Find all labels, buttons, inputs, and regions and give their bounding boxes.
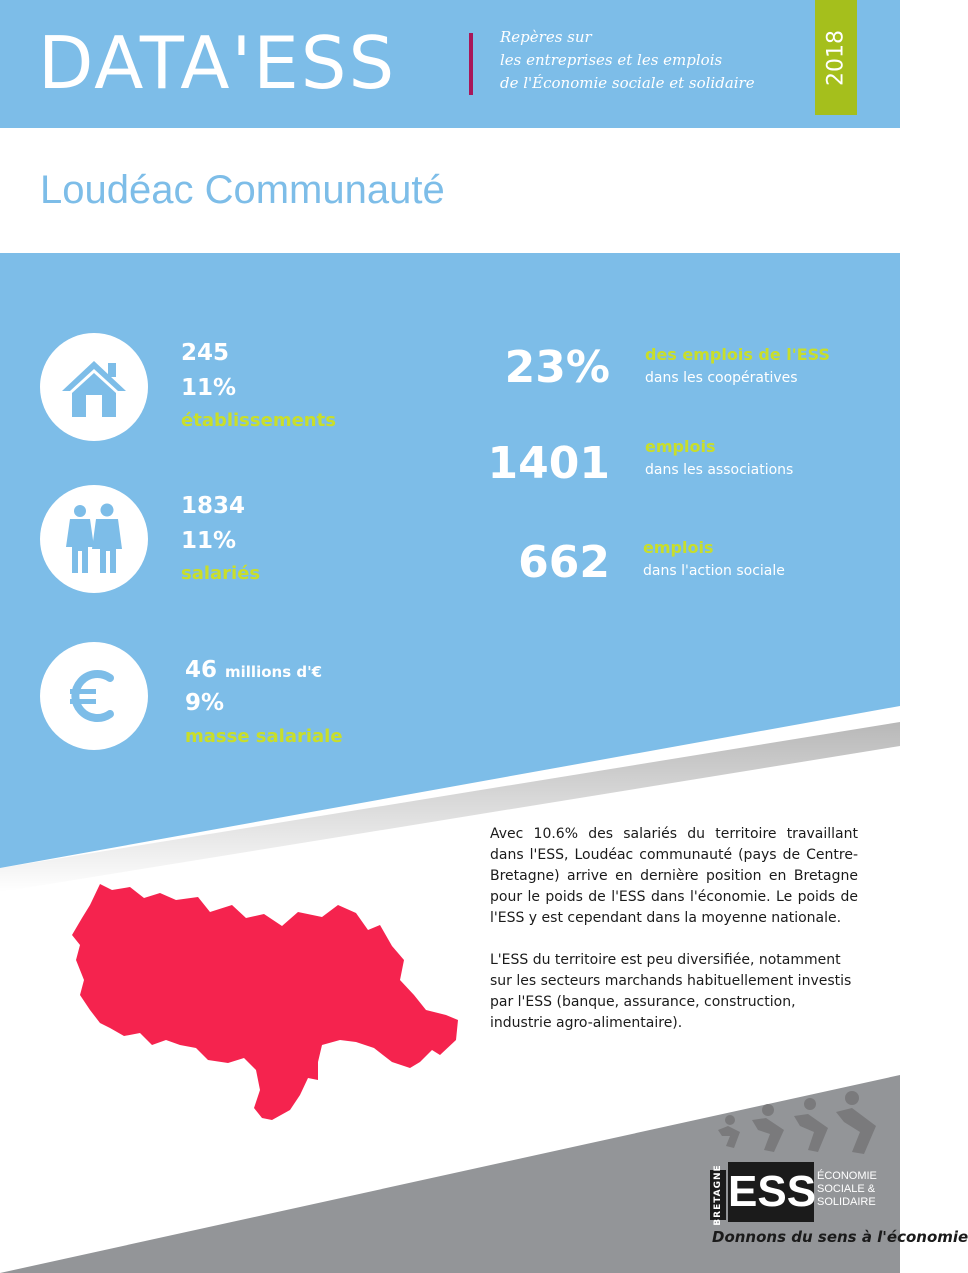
payroll-amount [185, 657, 322, 683]
establishments-label: établissements [181, 410, 336, 431]
description-paragraph: Avec 10.6% des salariés du territoire travaillant dans l'ESS, Loudéac communauté (pays de Centre-Bretagne) arrive en dernière position en Bretagne pour le poids de l'ESS dans l'économie. Le poids de l'ESS y est cependant dans la moyenne nationale. [490, 826, 858, 926]
payroll-unit: millions d'€ [225, 663, 323, 681]
logo-region-tab [710, 1164, 726, 1226]
brand-title: DATA'ESS [38, 21, 397, 105]
description [490, 824, 858, 1055]
house-icon [40, 333, 148, 441]
employees-count: 1834 [181, 493, 246, 519]
euro-icon [40, 642, 148, 750]
territory-map [72, 884, 458, 1120]
payroll-number: 46 [185, 657, 218, 683]
logo-description-line: ÉCONOMIE [817, 1170, 877, 1182]
employees-icon-circle [40, 485, 148, 593]
logo-slogan: Donnons du sens à l'économie [712, 1228, 968, 1246]
tagline-line: les entreprises et les emplois [500, 51, 723, 69]
establishments-count: 245 [181, 340, 230, 366]
people-icon [40, 485, 148, 593]
logo-description [817, 1170, 897, 1209]
description-paragraph: L'ESS du territoire est peu diversifiée, notamment sur les secteurs marchands habituellement investis par l'ESS (banque, assurance, construction, industrie agro-alimentaire). [490, 952, 852, 1031]
establishments-icon-circle [40, 333, 148, 441]
tagline-line: de l'Économie sociale et solidaire [500, 74, 755, 92]
coop-share-label: des emplois de l'ESS [645, 345, 830, 364]
associations-jobs-sub: dans les associations [645, 462, 794, 478]
employees-percent: 11% [181, 528, 237, 554]
logo-acronym: ESS [728, 1162, 814, 1222]
social-action-jobs-sub: dans l'action sociale [643, 563, 785, 579]
associations-jobs-label: emplois [645, 437, 716, 456]
coop-share-value: 23% [504, 342, 610, 393]
ess-bretagne-logo [700, 1090, 968, 1265]
payroll-percent: 9% [185, 690, 225, 716]
logo-description-line: SOCIALE & [817, 1183, 876, 1195]
payroll-label: masse salariale [185, 726, 343, 747]
coop-share-sub: dans les coopératives [645, 370, 798, 386]
associations-jobs-value: 1401 [487, 438, 610, 489]
figures-icon [700, 1090, 890, 1165]
payroll-icon-circle [40, 642, 148, 750]
logo-description-line: SOLIDAIRE [817, 1196, 876, 1208]
logo-region-label: BRETAGNE [713, 1164, 723, 1226]
social-action-jobs-value: 662 [518, 537, 610, 588]
year-label: 2018 [823, 29, 849, 86]
tagline-line: Repères sur [500, 28, 592, 46]
social-action-jobs-label: emplois [643, 538, 714, 557]
page-title: Loudéac Communauté [40, 168, 445, 212]
employees-label: salariés [181, 563, 261, 584]
establishments-percent: 11% [181, 375, 237, 401]
